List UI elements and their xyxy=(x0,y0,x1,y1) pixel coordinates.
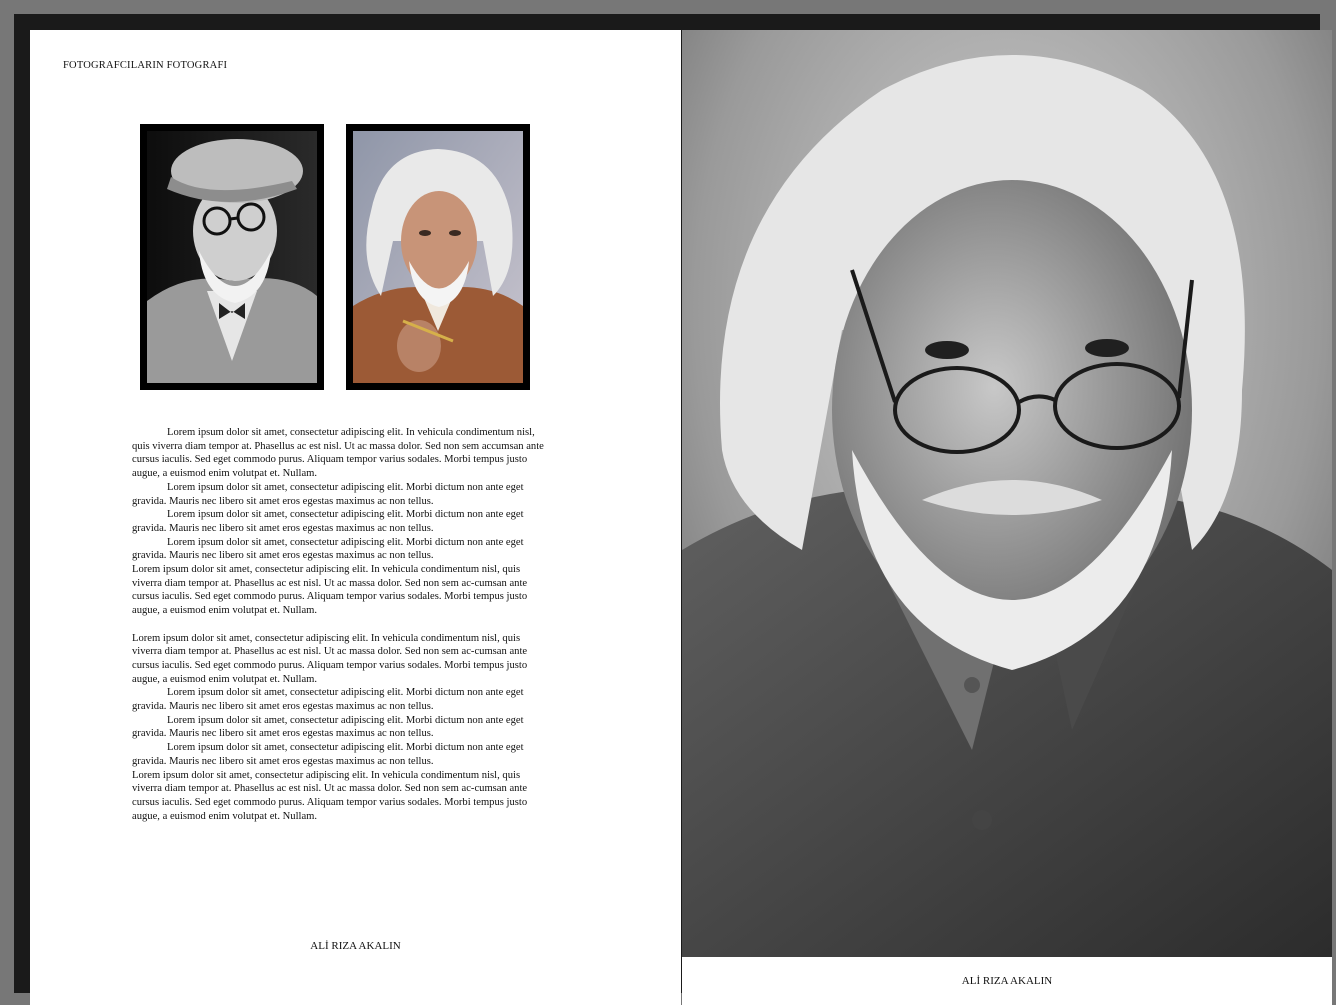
body-paragraph: Lorem ipsum dolor sit amet, consectetur adipiscing elit. Morbi dictum non ante eget gravida. Mauris nec libero sit amet eros egestas maximus ac non tellus. xyxy=(132,509,524,534)
portrait-cap-image xyxy=(147,131,317,383)
body-text xyxy=(132,426,550,823)
document-spread xyxy=(14,14,1320,993)
body-paragraph: Lorem ipsum dolor sit amet, consectetur adipiscing elit. Morbi dictum non ante eget gravida. Mauris nec libero sit amet eros egestas maximus ac non tellus. xyxy=(132,742,524,767)
right-page-footer: ALİ RIZA AKALIN xyxy=(961,975,1053,987)
body-paragraph: Lorem ipsum dolor sit amet, consectetur adipiscing elit. Morbi dictum non ante eget gravida. Mauris nec libero sit amet eros egestas maximus ac non tellus. xyxy=(132,714,524,740)
body-paragraph: Lorem ipsum dolor sit amet, consectetur adipiscing elit. In vehicula condimentum nisl, quis viverra diam tempor at. Phasellus ac est nisl. Ut ac massa dolor. Sed non sem ac-cumsan ante cursus iaculis. Sed eget commodo purus. Aliquam tempor varius sodales. Morbi tempus justo augue, a euismod enim volutpat et. Nullam. xyxy=(132,769,528,822)
portrait-large-image xyxy=(682,30,1332,957)
body-paragraph: Lorem ipsum dolor sit amet, consectetur adipiscing elit. Morbi dictum non ante eget gravida. Mauris nec libero sit amet eros egestas maximus ac non tellus. xyxy=(132,687,524,713)
portrait-color-image xyxy=(353,131,523,383)
left-page-footer: ALİ RIZA AKALIN xyxy=(310,940,401,952)
running-head: FOTOGRAFCILARIN FOTOGRAFI xyxy=(63,60,228,71)
right-page xyxy=(682,30,1332,1005)
body-paragraph: Lorem ipsum dolor sit amet, consectetur adipiscing elit. In vehicula condimentum nisl, quis viverra diam tempor at. Phasellus ac est nisl. Ut ac massa dolor. Sed non sem accumsan ante cursus iaculis. Sed eget commodo purus. Aliquam tempor varius sodales. Morbi tempus justo augue, a euismod enim volutpat et. Nullam. xyxy=(132,427,544,480)
left-page xyxy=(30,30,681,1005)
body-paragraph: Lorem ipsum dolor sit amet, consectetur adipiscing elit. In vehicula condimentum nisl, quis viverra diam tempor at. Phasellus ac est nisl. Ut ac massa dolor. Sed non sem ac-cumsan ante cursus iaculis. Sed eget commodo purus. Aliquam tempor varius sodales. Morbi tempus justo augue, a euismod enim volutpat et. Nullam. xyxy=(132,632,528,685)
portrait-photo-cap xyxy=(140,124,324,390)
body-paragraph: Lorem ipsum dolor sit amet, consectetur adipiscing elit. Morbi dictum non ante eget gravida. Mauris nec libero sit amet eros egestas maximus ac non tellus. xyxy=(132,536,524,562)
portrait-photo-color xyxy=(346,124,530,390)
body-paragraph: Lorem ipsum dolor sit amet, consectetur adipiscing elit. Morbi dictum non ante eget gravida. Mauris nec libero sit amet eros egestas maximus ac non tellus. xyxy=(132,481,524,507)
portrait-photo-large xyxy=(682,30,1332,957)
body-paragraph: Lorem ipsum dolor sit amet, consectetur adipiscing elit. In vehicula condimentum nisl, quis viverra diam tempor at. Phasellus ac est nisl. Ut ac massa dolor. Sed non sem ac-cumsan ante cursus iaculis. Sed eget commodo purus. Aliquam tempor varius sodales. Morbi tempus justo augue, a euismod enim volutpat et. Nullam. xyxy=(132,564,528,617)
